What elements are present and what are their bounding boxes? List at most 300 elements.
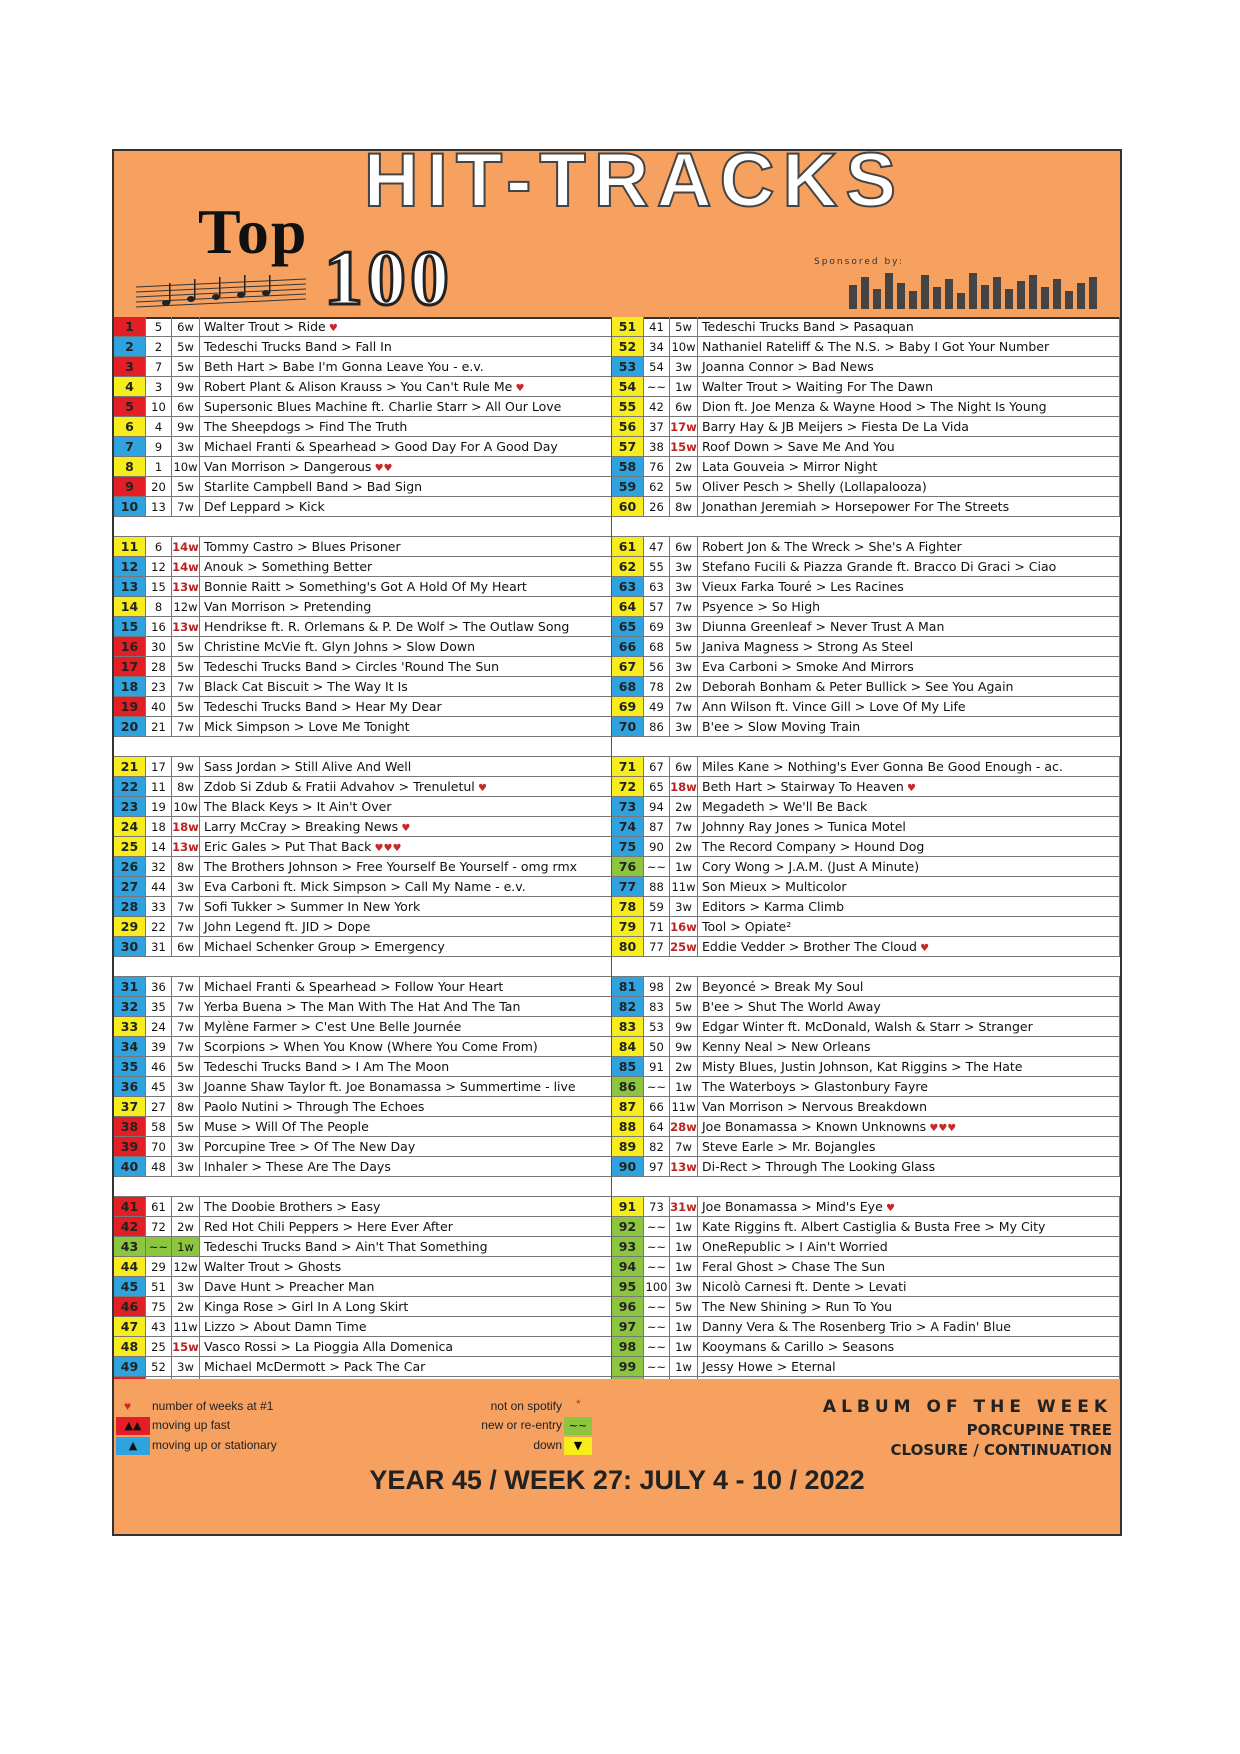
legend-new: new or re-entry <box>481 1418 562 1432</box>
rank-cell: 53 <box>612 357 644 377</box>
track-name: Miles Kane > Nothing's Ever Gonna Be Good Enough - ac. <box>702 759 1063 774</box>
track-title <box>200 897 612 917</box>
track-title <box>698 1057 1120 1077</box>
track-title <box>698 1077 1120 1097</box>
last-week-cell: 90 <box>644 837 670 857</box>
track-name: Michael Schenker Group > Emergency <box>204 939 445 954</box>
last-week-cell: 21 <box>146 717 172 737</box>
rank-cell: 86 <box>612 1077 644 1097</box>
last-week-cell: 75 <box>146 1297 172 1317</box>
track-title <box>200 637 612 657</box>
rank-cell: 94 <box>612 1257 644 1277</box>
track-name: Jonathan Jeremiah > Horsepower For The Streets <box>702 499 1010 514</box>
rank-cell: 8 <box>114 457 146 477</box>
track-title <box>698 997 1120 1017</box>
last-week-cell: 61 <box>146 1197 172 1217</box>
track-title <box>698 1357 1120 1377</box>
track-name: Scorpions > When You Know (Where You Come From) <box>204 1039 538 1054</box>
track-title <box>698 937 1120 957</box>
track-title <box>698 1257 1120 1277</box>
last-week-cell: 3 <box>146 377 172 397</box>
track-title <box>200 757 612 777</box>
rank-cell: 83 <box>612 1017 644 1037</box>
last-week-cell: 58 <box>146 1117 172 1137</box>
weeks-cell: 5w <box>172 337 200 357</box>
weeks-cell: 5w <box>172 697 200 717</box>
weeks-cell: 7w <box>172 897 200 917</box>
track-title <box>200 597 612 617</box>
last-week-cell: 5 <box>146 317 172 337</box>
track-name: Eva Carboni > Smoke And Mirrors <box>702 659 914 674</box>
weeks-cell: 3w <box>172 1077 200 1097</box>
last-week-cell: 9 <box>146 437 172 457</box>
track-name: Muse > Will Of The People <box>204 1119 369 1134</box>
chart-week: YEAR 45 / WEEK 27: JULY 4 - 10 / 2022 <box>369 1465 865 1495</box>
weeks-cell: 13w <box>172 617 200 637</box>
track-name: Jessy Howe > Eternal <box>702 1359 836 1374</box>
track-name: Eric Gales > Put That Back <box>204 839 372 854</box>
last-week-cell: 52 <box>146 1357 172 1377</box>
last-week-cell: 46 <box>146 1057 172 1077</box>
rank-cell: 55 <box>612 397 644 417</box>
track-name: The Waterboys > Glastonbury Fayre <box>702 1079 928 1094</box>
last-week-cell: 87 <box>644 817 670 837</box>
rank-cell: 59 <box>612 477 644 497</box>
track-name: Robert Jon & The Wreck > She's A Fighter <box>702 539 962 554</box>
track-name: Psyence > So High <box>702 599 821 614</box>
track-title <box>200 1157 612 1177</box>
block-spacer <box>114 517 1120 537</box>
rank-cell: 41 <box>114 1197 146 1217</box>
rank-cell: 93 <box>612 1237 644 1257</box>
track-title <box>698 1017 1120 1037</box>
track-title <box>200 497 612 517</box>
rank-cell: 19 <box>114 697 146 717</box>
rank-cell: 9 <box>114 477 146 497</box>
last-week-cell: 29 <box>146 1257 172 1277</box>
weeks-cell: 7w <box>670 597 698 617</box>
track-title <box>200 1097 612 1117</box>
track-name: B'ee > Shut The World Away <box>702 999 881 1014</box>
weeks-cell: 14w <box>172 557 200 577</box>
weeks-cell: 1w <box>670 857 698 877</box>
last-week-cell: 37 <box>644 417 670 437</box>
track-title <box>200 557 612 577</box>
weeks-cell: 3w <box>172 1357 200 1377</box>
track-name: Tedeschi Trucks Band > Hear My Dear <box>204 699 442 714</box>
track-title <box>200 417 612 437</box>
track-title <box>698 697 1120 717</box>
track-title <box>698 337 1120 357</box>
last-week-cell: 12 <box>146 557 172 577</box>
rank-cell: 58 <box>612 457 644 477</box>
weeks-cell: 3w <box>670 717 698 737</box>
track-title <box>200 777 612 797</box>
track-title <box>698 1157 1120 1177</box>
track-name: Beth Hart > Babe I'm Gonna Leave You - e.v. <box>204 359 484 374</box>
track-title <box>698 557 1120 577</box>
track-title <box>200 857 612 877</box>
weeks-cell: 2w <box>670 1057 698 1077</box>
weeks-cell: 7w <box>172 717 200 737</box>
track-name: Michael Franti & Spearhead > Good Day For A Good Day <box>204 439 558 454</box>
track-name: Walter Trout > Ghosts <box>204 1259 342 1274</box>
last-week-cell: 20 <box>146 477 172 497</box>
weeks-cell: 3w <box>670 657 698 677</box>
track-name: Yerba Buena > The Man With The Hat And The Tan <box>204 999 521 1014</box>
weeks-cell: 5w <box>670 1297 698 1317</box>
weeks-cell: 3w <box>172 1137 200 1157</box>
track-name: Megadeth > We'll Be Back <box>702 799 868 814</box>
track-title <box>698 637 1120 657</box>
block-spacer <box>114 1177 1120 1197</box>
track-name: Joe Bonamassa > Mind's Eye <box>702 1199 883 1214</box>
weeks-cell: 7w <box>172 917 200 937</box>
track-title <box>698 1277 1120 1297</box>
track-name: Anouk > Something Better <box>204 559 373 574</box>
rank-cell: 4 <box>114 377 146 397</box>
track-title <box>200 1117 612 1137</box>
rank-cell: 18 <box>114 677 146 697</box>
track-name: B'ee > Slow Moving Train <box>702 719 861 734</box>
rank-cell: 44 <box>114 1257 146 1277</box>
last-week-cell: 64 <box>644 1117 670 1137</box>
track-title <box>698 897 1120 917</box>
rank-cell: 82 <box>612 997 644 1017</box>
rank-cell: 28 <box>114 897 146 917</box>
last-week-cell: 67 <box>644 757 670 777</box>
chart-subtitle-top: Top <box>198 196 309 267</box>
rank-cell: 87 <box>612 1097 644 1117</box>
rank-cell: 54 <box>612 377 644 397</box>
track-title <box>200 997 612 1017</box>
rank-cell: 62 <box>612 557 644 577</box>
track-name: Dave Hunt > Preacher Man <box>204 1279 375 1294</box>
rank-cell: 1 <box>114 317 146 337</box>
weeks-cell: 18w <box>670 777 698 797</box>
rank-cell: 67 <box>612 657 644 677</box>
track-title <box>200 717 612 737</box>
last-week-cell: 100 <box>644 1277 670 1297</box>
last-week-cell: ~~ <box>644 377 670 397</box>
last-week-cell: 26 <box>644 497 670 517</box>
weeks-cell: 13w <box>670 1157 698 1177</box>
track-title <box>200 1217 612 1237</box>
track-title <box>200 1237 612 1257</box>
rank-cell: 33 <box>114 1017 146 1037</box>
last-week-cell: 54 <box>644 357 670 377</box>
rank-cell: 30 <box>114 937 146 957</box>
track-name: Tommy Castro > Blues Prisoner <box>204 539 401 554</box>
column-divider <box>611 317 612 1397</box>
track-name: Porcupine Tree > Of The New Day <box>204 1139 416 1154</box>
weeks-cell: 2w <box>172 1297 200 1317</box>
last-week-cell: 88 <box>644 877 670 897</box>
heart-icon: ♥ <box>474 783 487 794</box>
weeks-cell: 7w <box>172 497 200 517</box>
rank-cell: 20 <box>114 717 146 737</box>
rank-cell: 25 <box>114 837 146 857</box>
last-week-cell: 45 <box>146 1077 172 1097</box>
rank-cell: 13 <box>114 577 146 597</box>
heart-icon: ♥ <box>325 323 338 334</box>
last-week-cell: 39 <box>146 1037 172 1057</box>
last-week-cell: 82 <box>644 1137 670 1157</box>
track-title <box>698 537 1120 557</box>
weeks-cell: 1w <box>670 1257 698 1277</box>
last-week-cell: 23 <box>146 677 172 697</box>
weeks-cell: 7w <box>172 1037 200 1057</box>
track-name: Michael McDermott > Pack The Car <box>204 1359 426 1374</box>
rank-cell: 35 <box>114 1057 146 1077</box>
weeks-cell: 25w <box>670 937 698 957</box>
rank-cell: 12 <box>114 557 146 577</box>
track-name: The Record Company > Hound Dog <box>702 839 925 854</box>
last-week-cell: 25 <box>146 1337 172 1357</box>
track-title <box>698 457 1120 477</box>
track-name: The Sheepdogs > Find The Truth <box>204 419 408 434</box>
track-name: Beth Hart > Stairway To Heaven <box>702 779 904 794</box>
rank-cell: 47 <box>114 1317 146 1337</box>
rank-cell: 23 <box>114 797 146 817</box>
legend-hearts: number of weeks at #1 <box>152 1399 274 1413</box>
last-week-cell: 86 <box>644 717 670 737</box>
track-title <box>200 577 612 597</box>
weeks-cell: 3w <box>670 577 698 597</box>
weeks-cell: 1w <box>670 1357 698 1377</box>
rank-cell: 49 <box>114 1357 146 1377</box>
last-week-cell: 53 <box>644 1017 670 1037</box>
rank-cell: 68 <box>612 677 644 697</box>
track-name: Michael Franti & Spearhead > Follow Your Heart <box>204 979 504 994</box>
weeks-cell: 5w <box>670 637 698 657</box>
rank-cell: 56 <box>612 417 644 437</box>
track-title <box>200 977 612 997</box>
last-week-cell: 1 <box>146 457 172 477</box>
last-week-cell: 76 <box>644 457 670 477</box>
track-title <box>698 717 1120 737</box>
heart-icon: ♥ <box>124 1399 132 1413</box>
weeks-cell: 2w <box>670 797 698 817</box>
weeks-cell: 1w <box>172 1237 200 1257</box>
last-week-cell: 38 <box>644 437 670 457</box>
rank-cell: 60 <box>612 497 644 517</box>
weeks-cell: 6w <box>670 537 698 557</box>
track-title <box>698 1217 1120 1237</box>
weeks-cell: 31w <box>670 1197 698 1217</box>
rank-cell: 34 <box>114 1037 146 1057</box>
track-name: Zdob Si Zdub & Fratii Advahov > Trenuletul <box>204 779 475 794</box>
rank-cell: 32 <box>114 997 146 1017</box>
weeks-cell: 3w <box>670 1277 698 1297</box>
last-week-cell: ~~ <box>644 1317 670 1337</box>
track-title <box>200 1317 612 1337</box>
track-title <box>200 1337 612 1357</box>
last-week-cell: 17 <box>146 757 172 777</box>
track-name: Joanna Connor > Bad News <box>702 359 874 374</box>
track-name: OneRepublic > I Ain't Worried <box>702 1239 888 1254</box>
weeks-cell: 1w <box>670 377 698 397</box>
track-name: The Black Keys > It Ain't Over <box>204 799 392 814</box>
track-title <box>698 1117 1120 1137</box>
weeks-cell: 6w <box>172 937 200 957</box>
rank-cell: 37 <box>114 1097 146 1117</box>
track-name: Steve Earle > Mr. Bojangles <box>702 1139 876 1154</box>
weeks-cell: 7w <box>172 997 200 1017</box>
weeks-cell: 28w <box>670 1117 698 1137</box>
track-name: Kooymans & Carillo > Seasons <box>702 1339 895 1354</box>
track-name: Kenny Neal > New Orleans <box>702 1039 871 1054</box>
last-week-cell: 10 <box>146 397 172 417</box>
track-name: Def Leppard > Kick <box>204 499 325 514</box>
rank-cell: 91 <box>612 1197 644 1217</box>
track-title <box>200 877 612 897</box>
weeks-cell: 7w <box>670 817 698 837</box>
last-week-cell: 40 <box>146 697 172 717</box>
last-week-cell: 36 <box>146 977 172 997</box>
track-name: Joanne Shaw Taylor ft. Joe Bonamassa > Summertime - live <box>204 1079 576 1094</box>
up-icon: ▲ <box>116 1437 150 1455</box>
rank-cell: 51 <box>612 317 644 337</box>
track-title <box>698 877 1120 897</box>
track-name: Oliver Pesch > Shelly (Lollapalooza) <box>702 479 927 494</box>
track-name: Editors > Karma Climb <box>702 899 845 914</box>
track-title <box>698 917 1120 937</box>
track-title <box>698 577 1120 597</box>
track-name: Starlite Campbell Band > Bad Sign <box>204 479 423 494</box>
weeks-cell: 3w <box>670 357 698 377</box>
weeks-cell: 11w <box>172 1317 200 1337</box>
track-title <box>698 1137 1120 1157</box>
last-week-cell: 22 <box>146 917 172 937</box>
track-name: Mick Simpson > Love Me Tonight <box>204 719 410 734</box>
rank-cell: 39 <box>114 1137 146 1157</box>
rank-cell: 31 <box>114 977 146 997</box>
last-week-cell: 19 <box>146 797 172 817</box>
rank-cell: 92 <box>612 1217 644 1237</box>
last-week-cell: 27 <box>146 1097 172 1117</box>
block-spacer <box>114 957 1120 977</box>
track-name: Sass Jordan > Still Alive And Well <box>204 759 412 774</box>
rank-cell: 98 <box>612 1337 644 1357</box>
track-name: Vieux Farka Touré > Les Racines <box>702 579 904 594</box>
last-week-cell: 32 <box>146 857 172 877</box>
last-week-cell: 55 <box>644 557 670 577</box>
last-week-cell: ~~ <box>146 1237 172 1257</box>
rank-cell: 79 <box>612 917 644 937</box>
last-week-cell: 44 <box>146 877 172 897</box>
weeks-cell: 13w <box>172 837 200 857</box>
weeks-cell: 7w <box>172 977 200 997</box>
heart-icon: ♥ <box>903 783 916 794</box>
heart-icon: ♥ <box>398 823 411 834</box>
last-week-cell: 72 <box>146 1217 172 1237</box>
track-name: Robert Plant & Alison Krauss > You Can't Rule Me <box>204 379 513 394</box>
track-title <box>698 1237 1120 1257</box>
track-name: Dion ft. Joe Menza & Wayne Hood > The Night Is Young <box>702 399 1047 414</box>
weeks-cell: 5w <box>172 1117 200 1137</box>
weeks-cell: 10w <box>172 457 200 477</box>
track-title <box>200 617 612 637</box>
rank-cell: 63 <box>612 577 644 597</box>
last-week-cell: ~~ <box>644 1237 670 1257</box>
chart-sheet <box>112 138 1122 1536</box>
track-name: Nicolò Carnesi ft. Dente > Levati <box>702 1279 907 1294</box>
rank-cell: 27 <box>114 877 146 897</box>
weeks-cell: 2w <box>670 677 698 697</box>
track-name: Paolo Nutini > Through The Echoes <box>204 1099 425 1114</box>
rank-cell: 74 <box>612 817 644 837</box>
rank-cell: 14 <box>114 597 146 617</box>
track-name: John Legend ft. JID > Dope <box>204 919 371 934</box>
track-name: Deborah Bonham & Peter Bullick > See You Again <box>702 679 1014 694</box>
track-title <box>698 817 1120 837</box>
legend-down: down <box>533 1438 562 1452</box>
rank-cell: 3 <box>114 357 146 377</box>
rank-cell: 48 <box>114 1337 146 1357</box>
track-name: Vasco Rossi > La Pioggia Alla Domenica <box>204 1339 454 1354</box>
track-name: Walter Trout > Ride <box>204 319 326 334</box>
track-title <box>200 1057 612 1077</box>
track-name: Sofi Tukker > Summer In New York <box>204 899 421 914</box>
track-title <box>200 817 612 837</box>
down-icon: ▼ <box>564 1437 592 1455</box>
track-name: Eva Carboni ft. Mick Simpson > Call My Name - e.v. <box>204 879 526 894</box>
rank-cell: 15 <box>114 617 146 637</box>
track-title <box>698 677 1120 697</box>
weeks-cell: 5w <box>172 357 200 377</box>
rank-cell: 70 <box>612 717 644 737</box>
track-title <box>698 657 1120 677</box>
track-title <box>200 397 612 417</box>
track-name: Lata Gouveia > Mirror Night <box>702 459 878 474</box>
rank-cell: 66 <box>612 637 644 657</box>
rank-cell: 95 <box>612 1277 644 1297</box>
track-name: Tedeschi Trucks Band > I Am The Moon <box>204 1059 450 1074</box>
track-name: Misty Blues, Justin Johnson, Kat Riggins > The Hate <box>702 1059 1023 1074</box>
last-week-cell: 70 <box>146 1137 172 1157</box>
heart-icon: ♥ <box>512 383 525 394</box>
track-title <box>698 1197 1120 1217</box>
weeks-cell: 11w <box>670 1097 698 1117</box>
last-week-cell: 73 <box>644 1197 670 1217</box>
last-week-cell: 57 <box>644 597 670 617</box>
last-week-cell: 34 <box>644 337 670 357</box>
last-week-cell: 31 <box>146 937 172 957</box>
rank-cell: 81 <box>612 977 644 997</box>
track-title <box>698 857 1120 877</box>
weeks-cell: 6w <box>172 317 200 337</box>
rank-cell: 97 <box>612 1317 644 1337</box>
track-title <box>200 1277 612 1297</box>
rank-cell: 57 <box>612 437 644 457</box>
track-title <box>200 1357 612 1377</box>
rank-cell: 29 <box>114 917 146 937</box>
track-name: Van Morrison > Nervous Breakdown <box>702 1099 927 1114</box>
heart-icon: ♥♥♥ <box>926 1123 957 1134</box>
rank-cell: 21 <box>114 757 146 777</box>
track-title <box>698 497 1120 517</box>
last-week-cell: 83 <box>644 997 670 1017</box>
track-title <box>200 457 612 477</box>
last-week-cell: 42 <box>644 397 670 417</box>
track-title <box>698 1097 1120 1117</box>
weeks-cell: 16w <box>670 917 698 937</box>
legend-up: moving up or stationary <box>152 1438 277 1452</box>
rank-cell: 65 <box>612 617 644 637</box>
track-title <box>698 617 1120 637</box>
weeks-cell: 15w <box>172 1337 200 1357</box>
